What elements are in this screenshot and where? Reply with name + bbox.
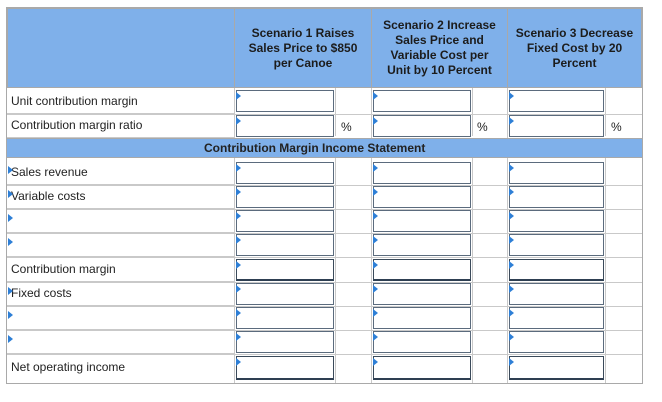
grid-vline xyxy=(371,88,372,383)
input-marker-icon xyxy=(509,285,514,293)
grid-vline xyxy=(605,88,606,136)
blank-row-4-s3-input[interactable] xyxy=(509,331,604,353)
sales-revenue-s3-input[interactable] xyxy=(509,162,604,184)
blank-row-2-s2-input[interactable] xyxy=(373,234,471,256)
input-marker-icon xyxy=(373,261,378,269)
dropdown-marker-icon xyxy=(8,214,13,222)
grid-vline xyxy=(605,157,606,383)
grid-vline xyxy=(507,88,508,383)
contribution-margin-s2-input[interactable] xyxy=(373,259,471,281)
grid-hline xyxy=(7,330,642,331)
label-variable-costs: Variable costs xyxy=(7,185,235,209)
percent-sign-2: % xyxy=(477,120,488,134)
grid-hline xyxy=(7,354,642,355)
input-marker-icon xyxy=(509,358,514,366)
label-contribution-margin: Contribution margin xyxy=(7,258,235,282)
section-band xyxy=(7,138,642,158)
input-marker-icon xyxy=(236,261,241,269)
header-corner xyxy=(7,8,235,88)
net-operating-income-s3-input[interactable] xyxy=(509,356,604,380)
blank-row-1-s3-input[interactable] xyxy=(509,210,604,232)
unit-cm-scenario-2-input[interactable] xyxy=(373,90,471,112)
dropdown-marker-icon xyxy=(8,238,13,246)
label-blank-2 xyxy=(7,233,235,257)
input-marker-icon xyxy=(509,261,514,269)
percent-sign-1: % xyxy=(341,120,352,134)
header-scenario-3-text: Scenario 3 Decrease Fixed Cost by 20 Percent xyxy=(515,25,634,70)
unit-cm-scenario-3-input[interactable] xyxy=(509,90,604,112)
input-marker-icon xyxy=(373,92,378,100)
input-marker-icon xyxy=(373,358,378,366)
blank-row-2-s1-input[interactable] xyxy=(236,234,334,256)
input-marker-icon xyxy=(373,164,378,172)
blank-row-3-s1-input[interactable] xyxy=(236,307,334,329)
variable-costs-s2-input[interactable] xyxy=(373,186,471,208)
input-marker-icon xyxy=(509,333,514,341)
input-marker-icon xyxy=(236,188,241,196)
dropdown-marker-icon xyxy=(8,335,13,343)
blank-row-3-s2-input[interactable] xyxy=(373,307,471,329)
fixed-costs-s3-input[interactable] xyxy=(509,283,604,305)
net-operating-income-s2-input[interactable] xyxy=(373,356,471,380)
input-marker-icon xyxy=(236,212,241,220)
percent-sign-3: % xyxy=(611,120,622,134)
input-marker-icon xyxy=(236,333,241,341)
input-marker-icon xyxy=(373,117,378,125)
input-marker-icon xyxy=(236,164,241,172)
grid-hline xyxy=(7,257,642,258)
grid-vline xyxy=(335,88,336,136)
blank-row-1-s1-input[interactable] xyxy=(236,210,334,232)
header-scenario-2 xyxy=(371,8,508,88)
fixed-costs-s1-input[interactable] xyxy=(236,283,334,305)
input-marker-icon xyxy=(509,236,514,244)
grid-hline xyxy=(7,185,642,186)
input-marker-icon xyxy=(236,92,241,100)
grid-hline xyxy=(7,233,642,234)
sales-revenue-s1-input[interactable] xyxy=(236,162,334,184)
input-marker-icon xyxy=(373,285,378,293)
input-marker-icon xyxy=(509,309,514,317)
cm-ratio-scenario-2-input[interactable] xyxy=(373,115,471,137)
dropdown-marker-icon xyxy=(8,190,13,198)
label-net-operating-income: Net operating income xyxy=(11,360,126,374)
input-marker-icon xyxy=(509,92,514,100)
label-blank-4 xyxy=(7,330,235,354)
label-blank-3 xyxy=(7,306,235,330)
input-marker-icon xyxy=(373,309,378,317)
grid-vline xyxy=(472,157,473,383)
blank-row-4-s2-input[interactable] xyxy=(373,331,471,353)
grid-hline xyxy=(7,282,642,283)
input-marker-icon xyxy=(373,212,378,220)
unit-cm-scenario-1-input[interactable] xyxy=(236,90,334,112)
header-scenario-1-text: Scenario 1 Raises Sales Price to $850 per Canoe xyxy=(248,25,358,70)
grid-hline xyxy=(7,209,642,210)
input-marker-icon xyxy=(373,188,378,196)
input-marker-icon xyxy=(236,236,241,244)
dropdown-marker-icon xyxy=(8,166,13,174)
blank-row-4-s1-input[interactable] xyxy=(236,331,334,353)
input-marker-icon xyxy=(509,188,514,196)
contribution-margin-worksheet xyxy=(6,7,643,384)
section-title: Contribution Margin Income Statement xyxy=(204,141,426,155)
header-scenario-2-text: Scenario 2 Increase Sales Price and Variable Cost per Unit by 10 Percent xyxy=(383,18,496,77)
cm-ratio-scenario-1-input[interactable] xyxy=(236,115,334,137)
blank-row-3-s3-input[interactable] xyxy=(509,307,604,329)
contribution-margin-s1-input[interactable] xyxy=(236,259,334,281)
input-marker-icon xyxy=(236,117,241,125)
grid-hline xyxy=(7,306,642,307)
input-marker-icon xyxy=(509,164,514,172)
dropdown-marker-icon xyxy=(8,287,13,295)
input-marker-icon xyxy=(236,285,241,293)
input-marker-icon xyxy=(236,309,241,317)
contribution-margin-s3-input[interactable] xyxy=(509,259,604,281)
blank-row-2-s3-input[interactable] xyxy=(509,234,604,256)
label-fixed-costs: Fixed costs xyxy=(7,282,235,306)
fixed-costs-s2-input[interactable] xyxy=(373,283,471,305)
label-contribution-margin-ratio: Contribution margin ratio xyxy=(7,114,235,138)
input-marker-icon xyxy=(509,117,514,125)
grid-vline xyxy=(335,157,336,383)
input-marker-icon xyxy=(509,212,514,220)
net-operating-income-s1-input[interactable] xyxy=(236,356,334,380)
blank-row-1-s2-input[interactable] xyxy=(373,210,471,232)
variable-costs-s3-input[interactable] xyxy=(509,186,604,208)
grid-vline xyxy=(472,88,473,136)
label-unit-contribution-margin: Unit contribution margin xyxy=(7,90,235,114)
variable-costs-s1-input[interactable] xyxy=(236,186,334,208)
label-sales-revenue: Sales revenue xyxy=(7,161,235,185)
cm-ratio-scenario-3-input[interactable] xyxy=(509,115,604,137)
input-marker-icon xyxy=(373,236,378,244)
input-marker-icon xyxy=(373,333,378,341)
input-marker-icon xyxy=(236,358,241,366)
dropdown-marker-icon xyxy=(8,311,13,319)
label-blank-1 xyxy=(7,209,235,233)
header-scenario-1 xyxy=(234,8,372,88)
header-scenario-3 xyxy=(507,8,642,88)
sales-revenue-s2-input[interactable] xyxy=(373,162,471,184)
